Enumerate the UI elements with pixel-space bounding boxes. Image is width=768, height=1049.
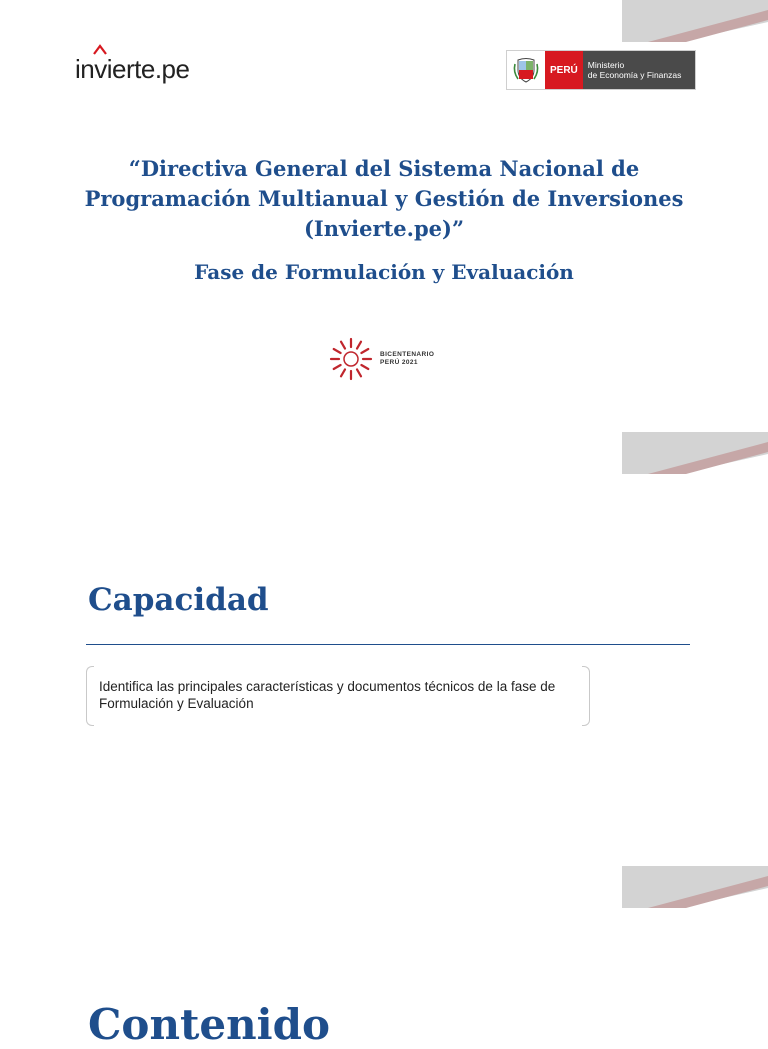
slide-contenido	[0, 866, 768, 1049]
presentation-title: “Directiva General del Sistema Nacional de Programación Multianual y Gestión de Inversiones (Invierte.pe)”	[84, 156, 684, 241]
corner-decoration	[608, 0, 768, 42]
invierte-logo: in vierte.pe	[75, 54, 189, 85]
coat-of-arms-icon	[513, 56, 539, 84]
ministry-name: Ministerio de Economía y Finanzas	[583, 51, 695, 89]
corner-decoration	[608, 432, 768, 474]
ministry-badge	[506, 50, 696, 90]
section-title-contenido: Contenido	[88, 1000, 330, 1049]
slide-capacidad	[0, 432, 768, 866]
capacity-box	[86, 666, 590, 726]
peru-label: PERÚ	[545, 51, 583, 89]
presentation-subtitle: Fase de Formulación y Evaluación	[194, 260, 574, 284]
bicentenario-text: BICENTENARIO PERÚ 2021	[380, 351, 435, 366]
title-divider	[86, 644, 690, 645]
section-title-capacidad: Capacidad	[88, 582, 269, 618]
bracket-left	[86, 666, 94, 726]
slide-title	[0, 0, 768, 432]
bicentenario-emblem-icon	[328, 336, 374, 382]
corner-decoration	[608, 866, 768, 908]
bracket-right	[582, 666, 590, 726]
caret-up-icon	[93, 45, 107, 55]
bicentenario-logo	[328, 336, 434, 382]
capacity-text: Identifica las principales características y documentos técnicos de la fase de Formulación y Evaluación	[99, 679, 556, 711]
